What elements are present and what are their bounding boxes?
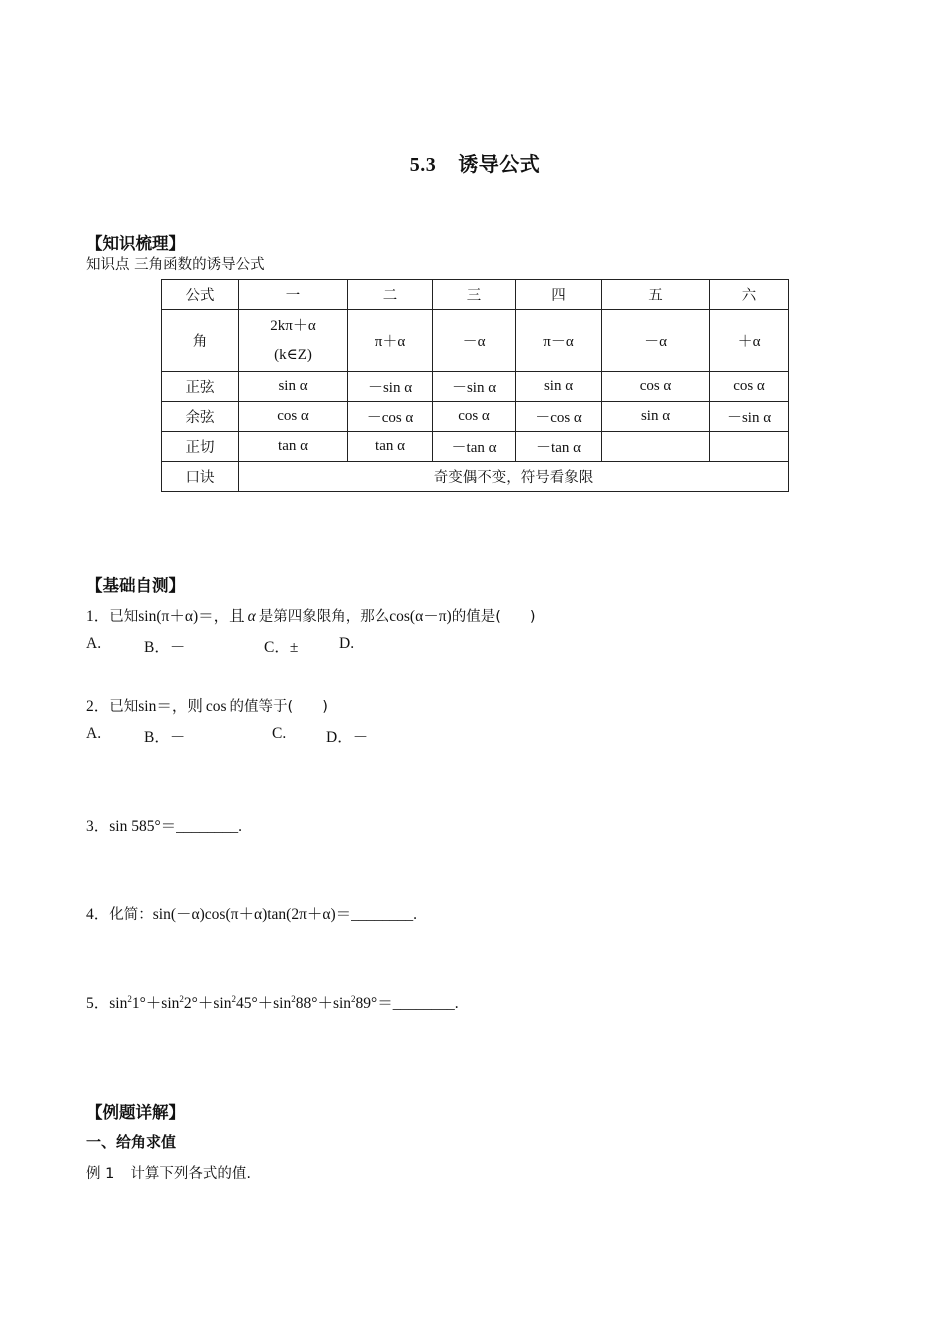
q3-text: sin 585°＝________. xyxy=(109,818,243,835)
question-5 xyxy=(86,991,459,1013)
q2-option-c: C. xyxy=(272,725,287,742)
table-header-row xyxy=(162,280,789,310)
induction-formula-table xyxy=(161,279,789,492)
example-label: 例 1 xyxy=(86,1166,115,1182)
example-text: 计算下列各式的值. xyxy=(130,1166,251,1182)
q5-part: 89°＝________. xyxy=(355,995,459,1012)
table-cell: π＋α xyxy=(348,310,433,372)
table-cell: sin α xyxy=(516,372,602,402)
q1-option-a: A. xyxy=(86,635,102,652)
table-cell: tan α xyxy=(239,432,348,462)
q2-option-b: B．－ xyxy=(144,729,186,746)
table-cell: ＋α xyxy=(710,310,789,372)
q5-exponent: 2 xyxy=(231,994,236,1004)
section-heading-self-test: 【基础自测】 xyxy=(86,576,185,595)
table-mnemonic-row xyxy=(162,462,789,492)
table-header-cell: 公式 xyxy=(162,280,239,310)
table-header-cell: 三 xyxy=(433,280,516,310)
table-cell: cos α xyxy=(602,372,710,402)
row-label-tan: 正切 xyxy=(162,432,239,462)
table-cos-row xyxy=(162,402,789,432)
q5-exponent: 2 xyxy=(351,994,356,1004)
q2-option-a: A. xyxy=(86,725,102,742)
table-header-cell: 一 xyxy=(239,280,348,310)
table-cell: －cos α xyxy=(348,402,433,432)
example-1 xyxy=(86,1162,251,1183)
table-cell: －cos α xyxy=(516,402,602,432)
table-cell: tan α xyxy=(348,432,433,462)
q1-text-f: 的值是( ) xyxy=(451,609,536,625)
angle-formula-1-condition: (k∈Z) xyxy=(274,347,312,363)
table-sin-row xyxy=(162,372,789,402)
title-text: 诱导公式 xyxy=(458,152,541,176)
table-header-cell: 五 xyxy=(602,280,710,310)
q4-text-b: sin(－α)cos(π＋α)tan(2π＋α)＝________. xyxy=(152,906,418,923)
title-number: 5.3 xyxy=(409,154,437,176)
q1-option-d: D. xyxy=(339,635,355,652)
q4-text-a: 化简： xyxy=(109,907,153,923)
table-cell: －sin α xyxy=(433,372,516,402)
question-number: 5． xyxy=(86,995,110,1012)
q2-text-c: cos xyxy=(205,698,227,715)
q5-exponent: 2 xyxy=(291,994,296,1004)
table-cell: －α xyxy=(433,310,516,372)
table-header-cell: 二 xyxy=(348,280,433,310)
row-label-cos: 余弦 xyxy=(162,402,239,432)
row-label-mnemonic: 口诀 xyxy=(162,462,239,492)
q5-part: 2°＋sin xyxy=(183,995,232,1012)
knowledge-point-heading: 知识点 三角函数的诱导公式 xyxy=(86,257,265,273)
angle-formula-1: 2kπ＋α xyxy=(270,318,316,334)
table-cell xyxy=(710,432,789,462)
q5-part: 88°＋sin xyxy=(295,995,352,1012)
section-heading-examples: 【例题详解】 xyxy=(86,1103,185,1122)
table-cell: －tan α xyxy=(433,432,516,462)
mnemonic-text: 奇变偶不变，符号看象限 xyxy=(239,462,789,492)
question-number: 1． xyxy=(86,608,110,625)
q1-option-b: B．－ xyxy=(144,639,186,656)
table-cell: －sin α xyxy=(348,372,433,402)
q1-text-a: 已知 xyxy=(109,609,139,625)
question-1 xyxy=(86,604,536,626)
q5-exponent: 2 xyxy=(179,994,184,1004)
table-tan-row xyxy=(162,432,789,462)
table-cell: －sin α xyxy=(710,402,789,432)
q5-part: 1°＋sin xyxy=(131,995,180,1012)
q1-text-c: α xyxy=(247,608,256,625)
table-cell: cos α xyxy=(433,402,516,432)
table-cell: sin α xyxy=(602,402,710,432)
section-heading-knowledge: 【知识梳理】 xyxy=(86,234,185,253)
q5-part: sin xyxy=(109,995,128,1012)
table-angle-row xyxy=(162,310,789,372)
question-2 xyxy=(86,694,328,716)
q5-exponent: 2 xyxy=(127,994,132,1004)
question-number: 2． xyxy=(86,698,110,715)
q2-text-a: 已知 xyxy=(109,699,139,715)
table-cell xyxy=(239,310,348,372)
q2-option-d: D．－ xyxy=(326,729,369,746)
question-number: 4． xyxy=(86,906,110,923)
table-cell xyxy=(602,432,710,462)
page-title xyxy=(0,148,950,177)
q2-text-d: 的值等于( ) xyxy=(229,699,328,715)
table-cell: cos α xyxy=(710,372,789,402)
q1-text-d: 是第四象限角，那么 xyxy=(258,609,390,625)
table-header-cell: 四 xyxy=(516,280,602,310)
q1-option-c: C．± xyxy=(264,639,299,656)
table-cell: sin α xyxy=(239,372,348,402)
row-label-sin: 正弦 xyxy=(162,372,239,402)
question-4 xyxy=(86,902,417,924)
question-number: 3． xyxy=(86,818,110,835)
table-cell: cos α xyxy=(239,402,348,432)
q2-text-b: sin＝，则 xyxy=(138,698,203,715)
question-3 xyxy=(86,814,242,836)
table-cell: π－α xyxy=(516,310,602,372)
q5-part: 45°＋sin xyxy=(235,995,292,1012)
table-header-cell: 六 xyxy=(710,280,789,310)
table-cell: －α xyxy=(602,310,710,372)
table-cell: －tan α xyxy=(516,432,602,462)
q1-text-b: sin(π＋α)＝，且 xyxy=(138,608,245,625)
row-label-angle: 角 xyxy=(162,310,239,372)
q1-text-e: cos(α－π) xyxy=(389,608,452,625)
example-category-heading: 一、给角求值 xyxy=(86,1133,177,1151)
